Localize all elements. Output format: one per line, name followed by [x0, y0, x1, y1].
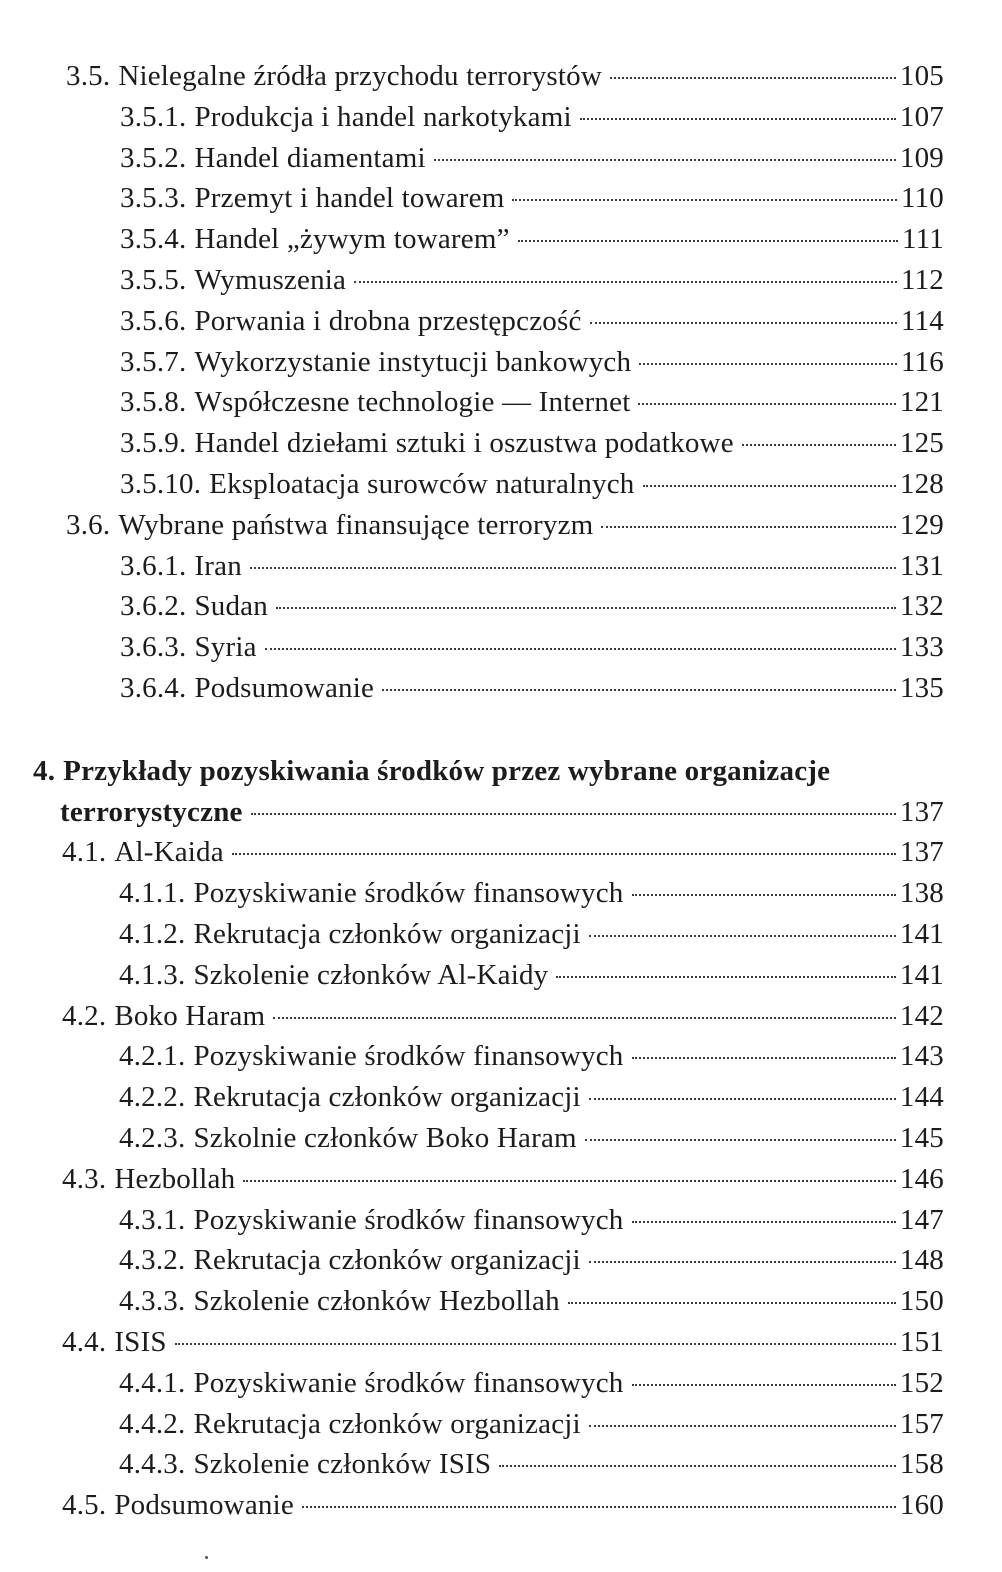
- page-number: 147: [899, 1203, 944, 1236]
- entry-title: Iran: [194, 549, 242, 582]
- entry-number: 3.5.4.: [120, 223, 187, 256]
- entry-number: 4.1.2.: [119, 917, 186, 950]
- dot-leader: [589, 1261, 896, 1263]
- dot-leader: [632, 1057, 896, 1059]
- dot-leader: [638, 403, 895, 405]
- entry-number: 4.5.: [62, 1489, 107, 1522]
- page-number: 114: [900, 304, 944, 337]
- entry-number: 3.5.2.: [120, 141, 187, 174]
- entry-title: Wybrane państwa finansujące terroryzm: [118, 508, 594, 541]
- entry-number: 3.6.4.: [120, 671, 187, 704]
- toc-entry[interactable]: [0, 918, 1002, 959]
- entry-title: Pozyskiwanie środków finansowych: [193, 877, 624, 910]
- page-number: 157: [899, 1407, 944, 1440]
- entry-title: Podsumowanie: [114, 1489, 294, 1522]
- section-3-entries: [0, 60, 1002, 713]
- dot-leader: [499, 1465, 896, 1467]
- toc-entry[interactable]: [0, 1448, 1002, 1489]
- toc-entry[interactable]: [0, 1122, 1002, 1163]
- toc-entry[interactable]: [0, 836, 1002, 877]
- entry-number: 4.1.3.: [119, 958, 186, 991]
- toc-entry[interactable]: [0, 590, 1002, 631]
- toc-entry[interactable]: [0, 1000, 1002, 1041]
- entry-number: 4.1.: [62, 836, 107, 869]
- chapter-gap: [0, 713, 1002, 755]
- entry-number: 3.6.2.: [120, 590, 187, 623]
- dot-leader: [265, 648, 896, 650]
- toc-entry[interactable]: [0, 101, 1002, 142]
- dot-leader: [556, 976, 896, 978]
- dot-leader: [243, 1180, 896, 1182]
- entry-number: 3.6.1.: [120, 549, 187, 582]
- entry-number: 3.5.: [66, 60, 111, 92]
- entry-title: Podsumowanie: [194, 671, 375, 704]
- entry-title: Rekrutacja członków organizacji: [193, 1244, 581, 1277]
- entry-title: Szkolenie członków Al-Kaidy: [193, 958, 549, 991]
- toc-entry[interactable]: [0, 959, 1002, 1000]
- page-number: 143: [899, 1040, 944, 1073]
- dot-leader: [512, 199, 897, 201]
- dot-leader: [589, 935, 896, 937]
- toc-entry[interactable]: [0, 468, 1002, 509]
- dot-leader: [632, 894, 896, 896]
- entry-title: Nielegalne źródła przychodu terrorystów: [118, 60, 603, 92]
- page-number: 131: [899, 549, 944, 582]
- toc-entry[interactable]: [0, 1367, 1002, 1408]
- page-number: 141: [899, 958, 944, 991]
- entry-title: ISIS: [114, 1325, 167, 1358]
- page-number: 145: [899, 1121, 944, 1154]
- toc-entry[interactable]: [0, 182, 1002, 223]
- toc-entry[interactable]: [0, 305, 1002, 346]
- dot-leader: [382, 689, 896, 691]
- entry-title: Rekrutacja członków organizacji: [193, 1081, 581, 1114]
- dot-leader: [302, 1506, 896, 1508]
- entry-number: 4.3.: [62, 1162, 107, 1195]
- entry-title: Pozyskiwanie środków finansowych: [193, 1366, 624, 1399]
- table-of-contents: [0, 60, 1002, 1530]
- entry-number: 3.5.9.: [120, 427, 187, 460]
- toc-entry[interactable]: [0, 60, 1002, 101]
- entry-title: Produkcja i handel narkotykami: [194, 100, 572, 133]
- entry-title: Syria: [194, 631, 257, 664]
- page-number: 135: [899, 671, 944, 704]
- entry-number: 3.6.: [66, 508, 111, 541]
- toc-entry[interactable]: [0, 264, 1002, 305]
- dot-leader: [276, 607, 896, 609]
- page-number: 146: [899, 1162, 944, 1195]
- entry-number: 4.2.1.: [119, 1040, 186, 1073]
- chapter-4-heading[interactable]: [0, 755, 1002, 796]
- page-number: 141: [899, 917, 944, 950]
- page-number: 151: [899, 1325, 944, 1358]
- entry-title: Handel dziełami sztuki i oszustwa podatkowe: [194, 427, 734, 460]
- toc-entry[interactable]: [0, 672, 1002, 713]
- dot-leader: [434, 159, 896, 161]
- entry-title: Handel diamentami: [194, 141, 426, 174]
- toc-entry[interactable]: [0, 877, 1002, 918]
- toc-entry[interactable]: [0, 509, 1002, 550]
- dot-leader: [250, 567, 896, 569]
- entry-number: 4.4.2.: [119, 1407, 186, 1440]
- entry-number: 3.5.10.: [120, 467, 202, 500]
- entry-number: 3.5.6.: [120, 304, 187, 337]
- toc-entry[interactable]: [0, 1081, 1002, 1122]
- toc-entry[interactable]: [0, 631, 1002, 672]
- entry-number: 3.5.8.: [120, 386, 187, 419]
- dot-leader: [632, 1221, 896, 1223]
- entry-number: 4.2.3.: [119, 1121, 186, 1154]
- entry-title: Współczesne technologie — Internet: [194, 386, 631, 419]
- dot-leader: [580, 118, 896, 120]
- entry-number: 4.4.3.: [119, 1448, 186, 1481]
- chapter-title-line1: Przykłady pozyskiwania środków przez wybrane organizacje: [63, 754, 831, 787]
- dot-leader: [354, 281, 897, 283]
- section-4-entries: [0, 836, 1002, 1530]
- toc-entry[interactable]: [0, 1285, 1002, 1326]
- page-number: 107: [899, 100, 944, 133]
- entry-number: 4.3.2.: [119, 1244, 186, 1277]
- toc-entry[interactable]: [0, 550, 1002, 591]
- entry-number: 3.5.1.: [120, 100, 187, 133]
- page-number: 116: [900, 345, 944, 378]
- entry-title: Wykorzystanie instytucji bankowych: [194, 345, 632, 378]
- page-number: 121: [899, 386, 944, 419]
- dot-leader: [632, 1384, 896, 1386]
- page-number: 110: [900, 182, 944, 215]
- page-number: 112: [900, 263, 944, 296]
- toc-entry[interactable]: [0, 1489, 1002, 1530]
- entry-title: Rekrutacja członków organizacji: [193, 917, 581, 950]
- dot-leader: [251, 813, 896, 815]
- entry-title: Przemyt i handel towarem: [194, 182, 505, 215]
- print-speck: [205, 1556, 208, 1559]
- page-number: 142: [899, 999, 944, 1032]
- page-number: 152: [899, 1366, 944, 1399]
- page-number: 129: [899, 508, 944, 541]
- page-number: 158: [899, 1448, 944, 1481]
- entry-title: Szkolnie członków Boko Haram: [193, 1121, 577, 1154]
- page-number: 128: [899, 467, 944, 500]
- page-number: 132: [899, 590, 944, 623]
- dot-leader: [742, 444, 896, 446]
- entry-number: 4.2.: [62, 999, 107, 1032]
- entry-title: Pozyskiwanie środków finansowych: [193, 1040, 624, 1073]
- page-number: 137: [899, 836, 944, 869]
- entry-title: Eksploatacja surowców naturalnych: [209, 467, 635, 500]
- chapter-number: 4.: [33, 754, 56, 787]
- entry-number: 4.3.3.: [119, 1285, 186, 1318]
- dot-leader: [175, 1343, 896, 1345]
- page-number: 160: [899, 1489, 944, 1522]
- entry-title: Rekrutacja członków organizacji: [193, 1407, 581, 1440]
- entry-title: Hezbollah: [114, 1162, 236, 1195]
- toc-entry[interactable]: [0, 346, 1002, 387]
- dot-leader: [589, 1098, 896, 1100]
- dot-leader: [585, 1139, 896, 1141]
- entry-number: 4.2.2.: [119, 1081, 186, 1114]
- entry-number: 4.4.1.: [119, 1366, 186, 1399]
- entry-number: 3.5.7.: [120, 345, 187, 378]
- entry-title: Sudan: [194, 590, 268, 623]
- dot-leader: [568, 1302, 896, 1304]
- entry-number: 3.5.3.: [120, 182, 187, 215]
- dot-leader: [590, 322, 897, 324]
- page-number: 111: [902, 223, 944, 256]
- toc-entry[interactable]: [0, 142, 1002, 183]
- page-number: 109: [899, 141, 944, 174]
- page-number: 125: [899, 427, 944, 460]
- dot-leader: [589, 1425, 896, 1427]
- toc-entry[interactable]: [0, 1040, 1002, 1081]
- entry-number: 3.5.5.: [120, 263, 187, 296]
- entry-title: Al-Kaida: [114, 836, 224, 869]
- dot-leader: [639, 363, 897, 365]
- entry-title: Wymuszenia: [194, 263, 347, 296]
- entry-title: Boko Haram: [114, 999, 266, 1032]
- dot-leader: [643, 485, 896, 487]
- toc-entry[interactable]: [0, 1163, 1002, 1204]
- toc-entry[interactable]: [0, 1244, 1002, 1285]
- entry-title: Pozyskiwanie środków finansowych: [193, 1203, 624, 1236]
- entry-title: Szkolenie członków ISIS: [193, 1448, 492, 1481]
- entry-number: 4.1.1.: [119, 877, 186, 910]
- entry-number: 4.4.: [62, 1325, 107, 1358]
- entry-title: Szkolenie członków Hezbollah: [193, 1285, 560, 1318]
- dot-leader: [232, 853, 896, 855]
- page-number: 138: [899, 877, 944, 910]
- toc-entry[interactable]: [0, 1326, 1002, 1367]
- toc-entry[interactable]: [0, 1408, 1002, 1449]
- entry-number: 4.3.1.: [119, 1203, 186, 1236]
- entry-title: Porwania i drobna przestępczość: [194, 304, 582, 337]
- entry-number: 3.6.3.: [120, 631, 187, 664]
- page-number: 150: [899, 1285, 944, 1318]
- toc-entry[interactable]: [0, 223, 1002, 264]
- page-number: 133: [899, 631, 944, 664]
- chapter-title-line2: terrorystyczne: [60, 795, 243, 828]
- page-number: 144: [899, 1081, 944, 1114]
- toc-entry[interactable]: [0, 427, 1002, 468]
- page-number: 137: [899, 795, 944, 828]
- dot-leader: [273, 1017, 896, 1019]
- dot-leader: [610, 77, 896, 79]
- chapter-4-heading-line2[interactable]: [0, 796, 1002, 837]
- dot-leader: [518, 240, 898, 242]
- page-number: 148: [899, 1244, 944, 1277]
- page-number: 105: [899, 60, 944, 92]
- toc-entry[interactable]: [0, 1204, 1002, 1245]
- toc-entry[interactable]: [0, 386, 1002, 427]
- entry-title: Handel „żywym towarem”: [194, 223, 510, 256]
- dot-leader: [601, 526, 895, 528]
